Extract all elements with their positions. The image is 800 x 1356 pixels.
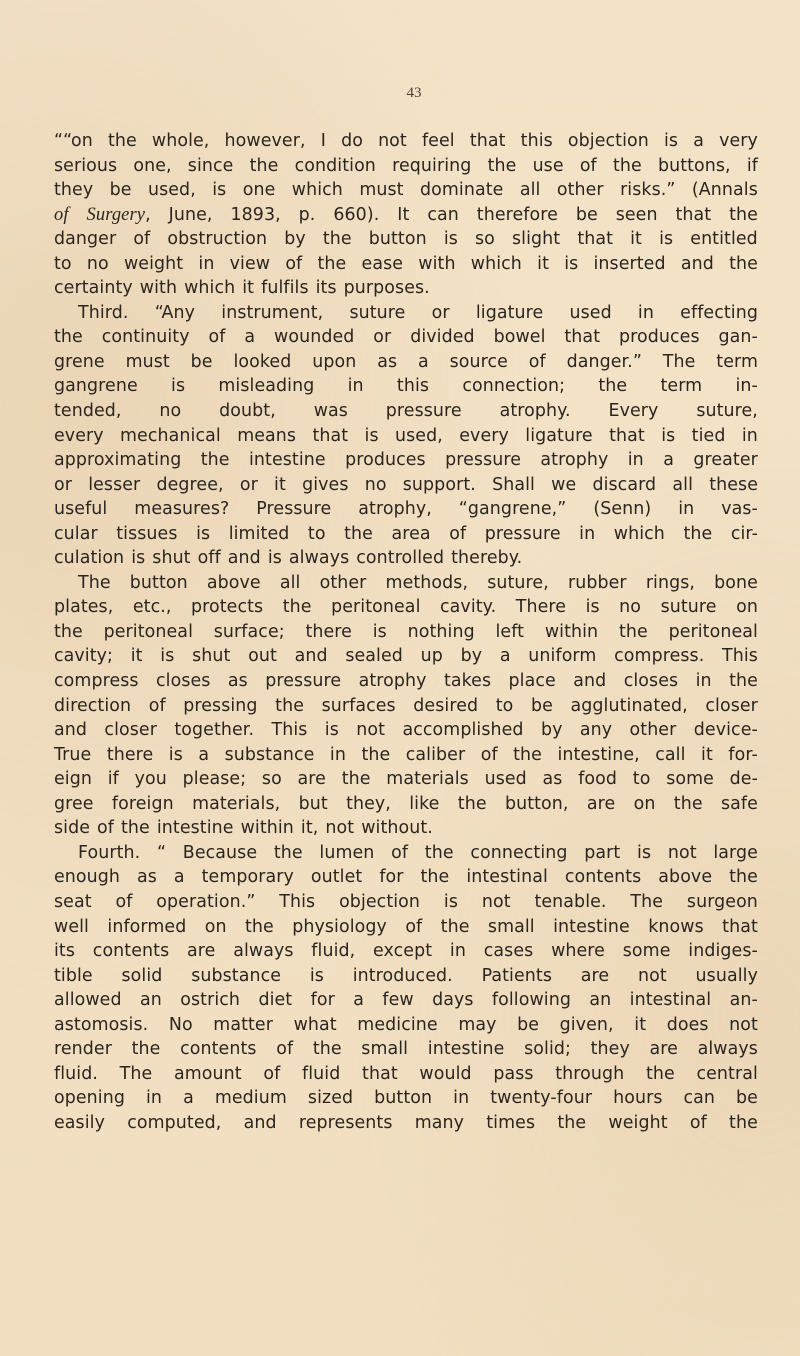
text-line: every mechanical means that is used, every ligature that is tied in bbox=[54, 425, 758, 446]
text-line: certainty with which it fulfils its purposes. bbox=[54, 278, 430, 299]
text-line: well informed on the physiology of the small intestine knows that bbox=[54, 916, 758, 937]
text-line: they be used, is one which must dominate all other risks.” (Annals bbox=[54, 180, 758, 201]
text-line: approximating the intestine produces pressure atrophy in a greater bbox=[54, 450, 758, 471]
text-line: seat of operation.” This objection is not tenable. The surgeon bbox=[54, 891, 758, 912]
text-line: gangrene is misleading in this connection; the term in- bbox=[54, 376, 758, 397]
text-line: allowed an ostrich diet for a few days following an intestinal an- bbox=[54, 990, 758, 1011]
text-line: side of the intestine within it, not without. bbox=[54, 818, 433, 839]
text-line: culation is shut off and is always controlled thereby. bbox=[54, 548, 523, 569]
text-line: tible solid substance is introduced. Patients are not usually bbox=[54, 965, 758, 986]
text-line: The button above all other methods, suture, rubber rings, bone bbox=[78, 572, 758, 593]
text-line: grene must be looked upon as a source of danger.” The term bbox=[54, 351, 758, 372]
text-line: or lesser degree, or it gives no support. Shall we discard all these bbox=[54, 474, 758, 495]
text-line: fluid. The amount of fluid that would pass through the central bbox=[54, 1063, 758, 1084]
text-line: serious one, since the condition requiring the use of the buttons, if bbox=[54, 155, 758, 176]
body-text bbox=[54, 129, 758, 1135]
text-line: enough as a temporary outlet for the intestinal contents above the bbox=[54, 867, 758, 888]
text-line: Fourth. “ Because the lumen of the connecting part is not large bbox=[78, 842, 758, 863]
text-line: of Surgery, June, 1893, p. 660). It can therefore be seen that the bbox=[54, 204, 758, 225]
text-line: render the contents of the small intestine solid; they are always bbox=[54, 1039, 758, 1060]
text-line: to no weight in view of the ease with which it is inserted and the bbox=[54, 253, 758, 274]
text-line: and closer together. This is not accomplished by any other device- bbox=[54, 720, 758, 741]
text-line: opening in a medium sized button in twenty-four hours can be bbox=[54, 1088, 758, 1109]
text-line: ““on the whole, however, I do not feel that this objection is a very bbox=[54, 131, 758, 151]
text-line: eign if you please; so are the materials used as food to some de- bbox=[54, 769, 758, 790]
text-line: its contents are always fluid, except in cases where some indiges- bbox=[54, 941, 758, 962]
text-line: the peritoneal surface; there is nothing left within the peritoneal bbox=[54, 621, 758, 642]
text-line: danger of obstruction by the button is so slight that it is entitled bbox=[54, 229, 758, 250]
text-line: Third. “Any instrument, suture or ligature used in effecting bbox=[78, 302, 758, 323]
text-line: easily computed, and represents many times the weight of the bbox=[54, 1112, 758, 1133]
text-line: useful measures? Pressure atrophy, “gangrene,” (Senn) in vas- bbox=[54, 499, 758, 520]
text-line: cular tissues is limited to the area of pressure in which the cir- bbox=[54, 523, 758, 544]
page-number: 43 bbox=[406, 85, 422, 101]
text-line: cavity; it is shut out and sealed up by a uniform compress. This bbox=[54, 646, 758, 667]
text-line: astomosis. No matter what medicine may be given, it does not bbox=[54, 1014, 758, 1035]
text-line: tended, no doubt, was pressure atrophy. Every suture, bbox=[54, 401, 758, 422]
text-line: True there is a substance in the caliber of the intestine, call it for- bbox=[54, 744, 758, 765]
text-line: direction of pressing the surfaces desired to be agglutinated, closer bbox=[54, 695, 758, 716]
text-line: the continuity of a wounded or divided bowel that produces gan- bbox=[54, 327, 758, 348]
text-line: compress closes as pressure atrophy takes place and closes in the bbox=[54, 671, 758, 692]
text-line: gree foreign materials, but they, like the button, are on the safe bbox=[54, 793, 758, 814]
text-line: plates, etc., protects the peritoneal cavity. There is no suture on bbox=[54, 597, 758, 618]
